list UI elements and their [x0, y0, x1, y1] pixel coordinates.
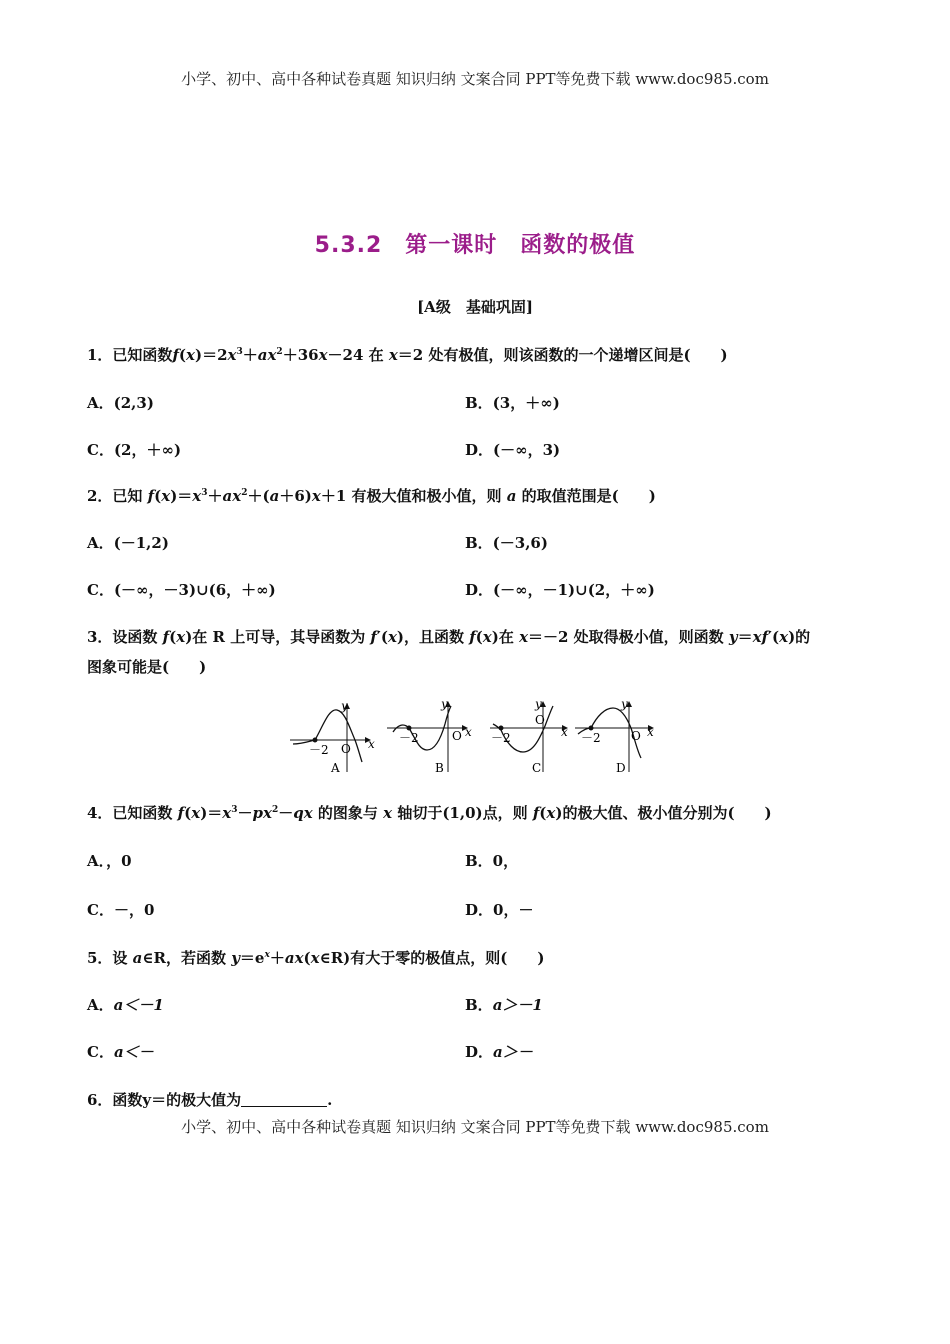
q1-option-c: C．(2，＋∞) — [87, 441, 182, 459]
graph-b-origin: O — [452, 729, 462, 743]
question-3-line-2: 图象可能是( ) — [87, 658, 207, 676]
graph-d-y: y — [621, 697, 628, 711]
graph-b-tick: －2 — [399, 731, 419, 745]
q3-graphs-svg — [285, 696, 655, 781]
q5-option-d: D．a＞－ — [465, 1043, 533, 1061]
graph-c-x: x — [561, 725, 568, 739]
q2-option-a: A．(－1,2) — [87, 534, 169, 552]
q2-option-d: D．(－∞，－1)∪(2，＋∞) — [465, 581, 655, 599]
page-footer: 小学、初中、高中各种试卷真题 知识归纳 文案合同 PPT等免费下载 www.doc985.com — [181, 1118, 769, 1136]
question-6: 6．函数y＝的极大值为 . — [87, 1091, 333, 1109]
question-4: 4．已知函数 $f(x)=x^3-px^2-qx$ 的图象与 x 轴切于(1,0)点，则 f(x)的极大值、极小值分别为( ) — [87, 804, 772, 822]
question-5: 5．设 a∈R，若函数 $y=e^x+ax(x\in R)$有大于零的极值点，则( ) — [87, 949, 545, 967]
q1-option-b: B．(3，＋∞) — [465, 394, 560, 412]
page-header: 小学、初中、高中各种试卷真题 知识归纳 文案合同 PPT等免费下载 www.doc985.com — [181, 70, 769, 88]
graph-b-label: B — [435, 761, 444, 775]
graph-a-label: A — [331, 761, 340, 775]
answer-blank[interactable] — [241, 1092, 327, 1107]
question-1: 1．已知函数$f(x)=2x^3+ax^2+36x-24$ 在 x＝2 处有极值，则该函数的一个递增区间是( ) — [87, 346, 728, 364]
graph-d-label: D — [616, 761, 626, 775]
q4-option-d: D．0，－ — [465, 901, 534, 919]
q5-option-a: A．a＜－1 — [87, 996, 164, 1014]
graph-a-y: y — [341, 699, 348, 713]
question-3: 3．设函数 f(x)在 R 上可导，其导函数为 f′(x)，且函数 f(x)在 x＝－2 处取得极小值，则函数 y＝xf′(x)的 — [87, 628, 811, 646]
graph-d-origin: O — [631, 729, 641, 743]
graph-a-origin: O — [341, 742, 351, 756]
page-title: 5.3.2 第一课时 函数的极值 — [314, 233, 636, 258]
graph-d-x: x — [647, 725, 654, 739]
graph-c-label: C — [532, 761, 542, 775]
graph-b-x: x — [465, 725, 472, 739]
graph-a — [290, 704, 370, 772]
graph-d-tick: －2 — [581, 731, 601, 745]
graph-a-x: x — [368, 737, 375, 751]
graph-a-tick: －2 — [309, 743, 329, 757]
graph-c-tick: －2 — [491, 731, 511, 745]
q1-option-a: A．(2,3) — [87, 394, 154, 412]
q5-option-c: C．a＜－ — [87, 1043, 154, 1061]
q4-option-b: B．0， — [465, 852, 519, 870]
section-heading: [A级 基础巩固] — [417, 298, 533, 316]
q5-option-b: B．a＞－1 — [465, 996, 543, 1014]
q4-option-a: A．，0 — [87, 852, 132, 870]
q2-option-b: B．(－3,6) — [465, 534, 548, 552]
question-2: 2．已知 $f(x)=x^3+ax^2+(a+6)x+1$ 有极大值和极小值，则 a 的取值范围是( ) — [87, 487, 656, 505]
q1-option-d: D．(－∞，3) — [465, 441, 561, 459]
graph-c-y: y — [535, 697, 542, 711]
graph-b-y: y — [441, 697, 448, 711]
q2-option-c: C．(－∞，－3)∪(6，＋∞) — [87, 581, 276, 599]
graph-c-origin: O — [535, 713, 545, 727]
q4-option-c: C．－，0 — [87, 901, 155, 919]
q3-graphs — [285, 696, 655, 781]
